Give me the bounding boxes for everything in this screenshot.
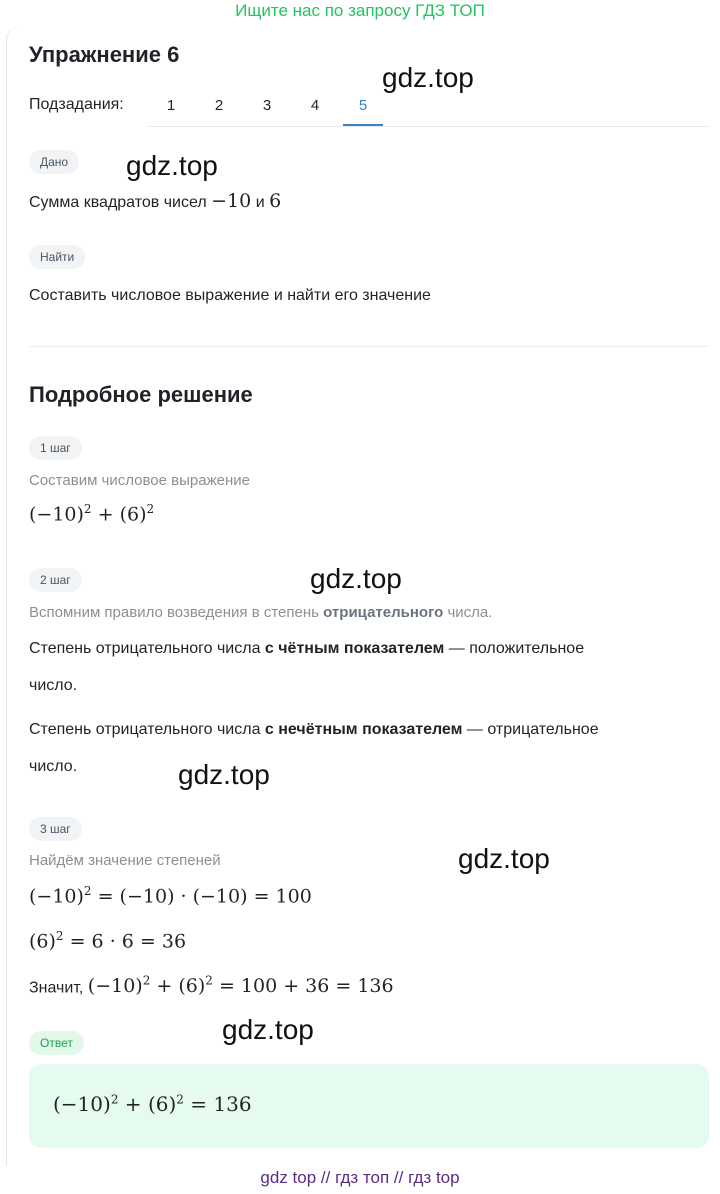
rule-odd-line1: Степень отрицательного числа с нечётным показателем — отрицательное [29,721,599,738]
subtasks-label: Подзадания: [29,96,124,113]
step1-formula: $(-10)^2 + (6)^2$ [29,502,155,526]
watermark: gdz.top [222,1014,314,1045]
step3-caption: Найдём значение степеней [29,852,221,869]
step3-line2: $(6)^2 = 6 \cdot 6 = 36$ [29,929,187,953]
answer-formula: $(-10)^2 + (6)^2 = 136$ [53,1092,252,1116]
step1-badge: 1 шаг [29,436,82,460]
watermark: gdz.top [126,150,218,181]
find-text: Составить числовое выражение и найти его значение [29,287,431,304]
answer-badge: Ответ [29,1031,84,1055]
rule-even-line2: число. [29,677,78,694]
solution-title: Подробное решение [29,382,253,407]
given-badge: Дано [29,150,79,174]
tab-subtask-1[interactable]: 1 [166,97,176,114]
rule-even-line1: Степень отрицательного числа с чётным показателем — положительное [29,640,585,657]
step3-line3: Значит, $(-10)^2 + (6)^2 = 100 + 36 = 136$ [29,974,394,998]
step1-caption: Составим числовое выражение [29,472,250,489]
step2-badge: 2 шаг [29,568,82,592]
answer-box [29,1064,709,1148]
watermark: gdz.top [178,759,270,790]
footer-links[interactable]: gdz top // гдз топ // гдз top [260,1168,460,1187]
step3-line1: $(-10)^2 = (-10) \cdot (-10) = 100$ [29,884,312,908]
step3-badge: 3 шаг [29,817,82,841]
rule-odd-line2: число. [29,758,78,775]
tab-subtask-4[interactable]: 4 [310,97,320,114]
tab-subtask-3[interactable]: 3 [262,97,272,114]
given-text: Сумма квадратов чисел −10 и 6 [29,190,282,212]
tab-subtask-5[interactable]: 5 [343,86,383,126]
step2-caption: Вспомним правило возведения в степень отрицательного числа. [29,604,493,621]
exercise-title: Упражнение 6 [29,42,180,67]
exercise-card [6,26,720,1166]
watermark: gdz.top [382,62,474,93]
tab-subtask-2[interactable]: 2 [214,97,224,114]
find-badge: Найти [29,245,85,269]
watermark: gdz.top [458,843,550,874]
search-banner: Ищите нас по запросу ГДЗ ТОП [235,1,485,20]
divider [29,346,709,347]
watermark: gdz.top [310,563,402,594]
